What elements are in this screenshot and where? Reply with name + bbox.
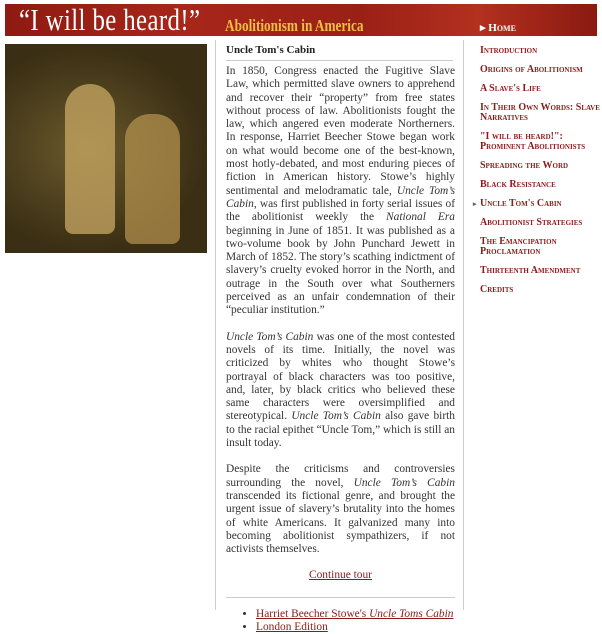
nav-item-black-resistance[interactable]: Black Resistance [480,179,556,190]
nav-item-in-their-own-words-slave-narratives[interactable]: In Their Own Words: Slave Narratives [480,102,600,123]
link-stowe-uncle-toms-cabin[interactable] [256,608,453,620]
continue-tour-link[interactable]: Continue tour [309,569,372,582]
sidebar-nav [480,46,602,304]
paragraph-1 [226,65,455,318]
nav-item-credits[interactable]: Credits [480,284,514,295]
nav-item-introduction[interactable]: Introduction [480,45,538,56]
page-title: Uncle Tom's Cabin [226,44,316,56]
nav-item-abolitionist-strategies[interactable]: Abolitionist Strategies [480,217,583,228]
arrow-right-icon: ▸ [480,22,486,34]
italic-title: Uncle Tom’s Cabin [226,330,314,343]
divider [226,597,455,598]
nav-item-a-slave-s-life[interactable]: A Slave's Life [480,83,541,94]
text-segment: , was first published in forty serial issues of the abolitionist weekly the [226,197,455,224]
nav-item-thirteenth-amendment[interactable]: Thirteenth Amendment [480,265,581,276]
paragraph-2 [226,331,455,451]
list-item [256,621,455,634]
text-segment: beginning in June of 1851. It was published as a two-volume book by John Punchard Jewett in March of 1852. The story’s scathing indictment of slavery’s cruelty evoked horror in the North, and outrage in the South over what Southerners perceived as an unfair condemnation of their “peculiar institution.” [226,224,455,317]
nav-item-uncle-tom-s-cabin[interactable]: ▸ Uncle Tom's Cabin [480,199,602,209]
home-label: Home [488,22,516,34]
nav-item-origins-of-abolitionism[interactable]: Origins of Abolitionism [480,64,583,75]
nav-item-spreading-the-word[interactable]: Spreading the Word [480,160,569,171]
divider [226,60,453,61]
text-segment: transcended its fictional genre, and brought the urgent issue of slavery’s brutality into the homes of white Americans. It galvanized many into becoming abolitionist sympathizers, if not activists themselves. [226,489,455,556]
italic-title: National Era [386,211,456,224]
list-item [256,608,455,621]
text-segment: also gave birth to the racial epithet “Uncle Tom,” which is still an insult today. [226,410,455,450]
text-segment: Despite the criticisms and controversies surrounding the novel, [226,463,455,489]
link-london-edition[interactable]: London Edition [256,620,328,633]
resource-links [226,608,455,634]
link-text: Harriet Beecher Stowe's [256,607,370,620]
italic-title: Uncle Tom’s Cabin [291,410,381,423]
text-segment: was one of the most contested novels of its time. Initially, the novel was criticized by whites who thought Stowe’s portrayal of black characters was too positive, and, later, by black critics who believed these same characters were oversimplified and stereotypical. [226,330,455,423]
figure-shape [125,114,180,244]
home-link[interactable] [480,21,516,34]
main-content [215,40,464,633]
uncle-toms-cabin-image [5,44,207,253]
continue-tour-row [226,569,455,582]
site-subtitle: Abolitionism in America [225,16,364,35]
nav-item-i-will-be-heard-prominent-abolitionists[interactable]: "I will be heard!": Prominent Abolitionists [480,131,586,152]
italic-title: Uncle Tom’s Cabin [353,476,455,489]
site-title: “I will be heard!” [19,2,201,37]
link-italic-text: Uncle Toms Cabin [369,607,454,620]
nav-item-the-emancipation-proclamation[interactable]: The Emancipation Proclamation [480,236,557,257]
italic-title: Uncle Tom’s Cabin [226,184,455,210]
header-banner [5,4,597,36]
figure-shape [65,84,115,234]
article-body [226,65,455,634]
text-segment: In 1850, Congress enacted the Fugitive Slave Law, which permitted slave owners to apprehend and recover their “property” from free states without process of law. Abolitionists fought the law, which angered even moderate Northerners. In response, Harriet Beecher Stowe began work on what would become one of the best-known, most hotly-debated, and most enduring pieces of fiction in American history. Stowe’s highly sentimental and melodramatic tale, [226,65,455,197]
paragraph-3 [226,463,455,556]
